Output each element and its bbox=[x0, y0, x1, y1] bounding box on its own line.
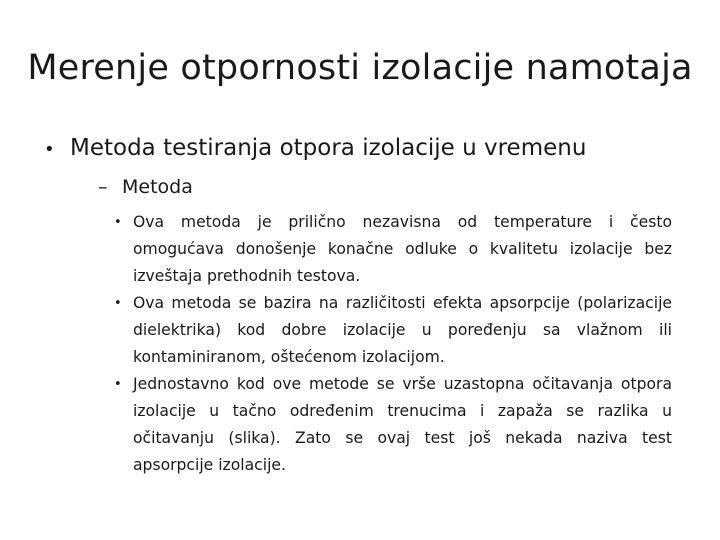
slide-title: Merenje otpornosti izolacije namotaja bbox=[27, 48, 693, 88]
list-item-text: Ova metoda je prilično nezavisna od temperature i često omogućava donošenje konačne odluke o kvalitetu izolacije bez izveštaja prethodnih testova. bbox=[133, 213, 672, 285]
bullet-icon: • bbox=[114, 377, 122, 392]
dash-icon: – bbox=[98, 176, 108, 198]
list-item-text: Jednostavno kod ove metode se vrše uzastopna očitavanja otpora izolacije u tačno određenim trenucima i zapaža se razlika u očitavanju (slika). Zato se ovaj test još nekada naziva test apsorpcije izolacije. bbox=[133, 375, 672, 474]
list-item bbox=[114, 209, 672, 290]
list-item bbox=[114, 290, 672, 371]
bullet-level1 bbox=[44, 132, 704, 166]
bullet-icon: • bbox=[114, 215, 122, 230]
bullet-icon: • bbox=[114, 296, 122, 311]
bullet-level2-text: Metoda bbox=[122, 176, 193, 198]
list-item-text: Ova metoda se bazira na različitosti efekta apsorpcije (polarizacije dielektrika) kod dobre izolacije u poređenju sa vlažnom ili kontaminiranom, oštećenom izolacijom. bbox=[133, 294, 672, 366]
list-item bbox=[114, 371, 672, 479]
bullet-level3-list bbox=[114, 209, 672, 479]
bullet-icon: • bbox=[44, 139, 55, 160]
bullet-level2 bbox=[98, 172, 698, 202]
bullet-level1-text: Metoda testiranja otpora izolacije u vremenu bbox=[70, 135, 587, 161]
